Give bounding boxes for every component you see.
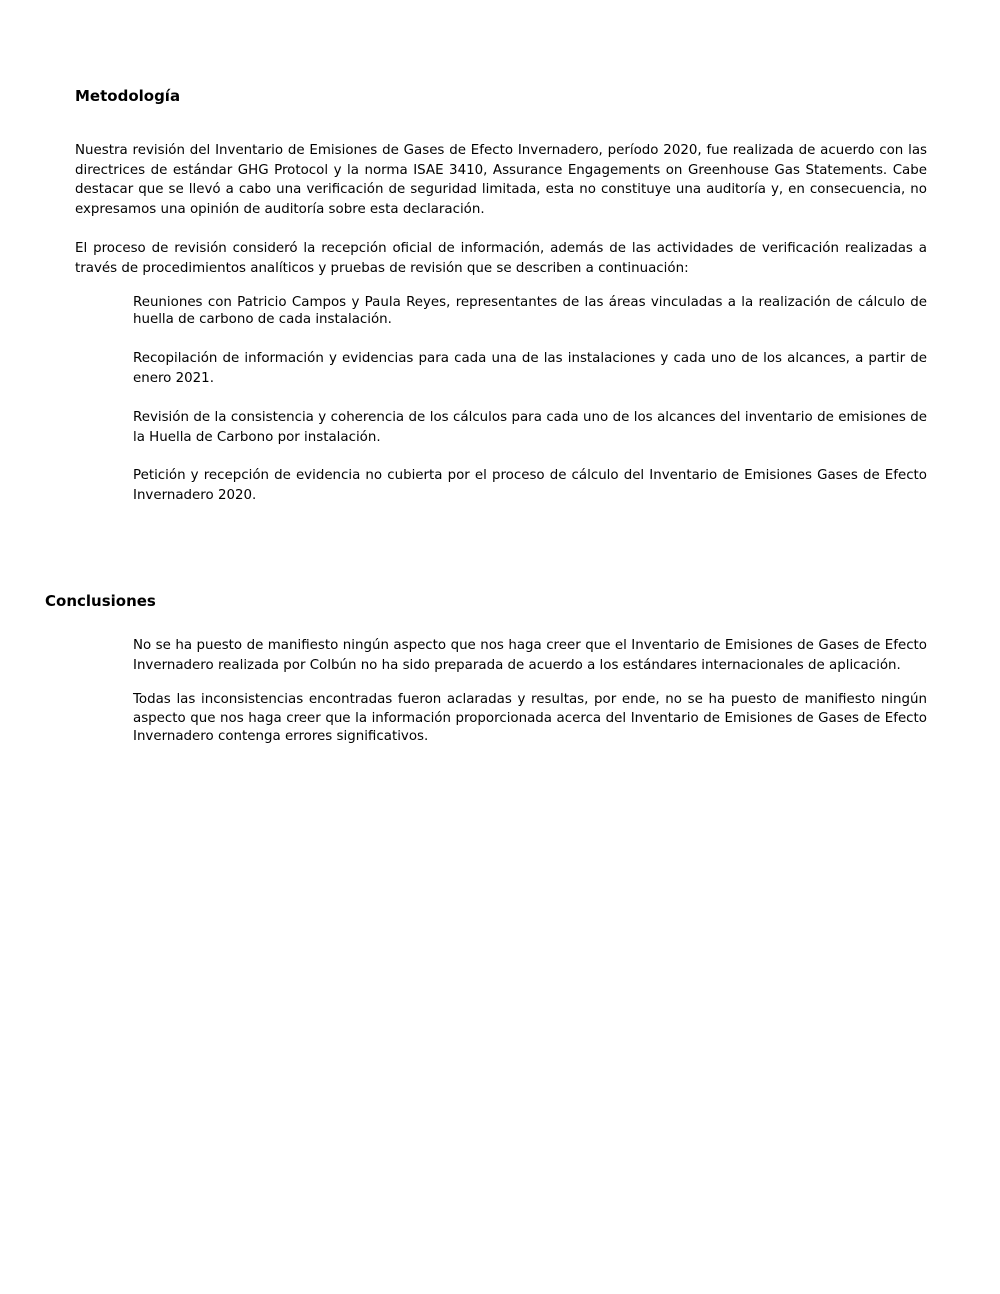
methodology-paragraph-2: El proceso de revisión consideró la recepción oficial de información, además de las actividades de verificación realizadas a través de procedimientos analíticos y pruebas de revisión que se describen a continuación: bbox=[75, 241, 927, 276]
bullet-text: Petición y recepción de evidencia no cubierta por el proceso de cálculo del Inventario de Emisiones Gases de Efecto Invernadero 2020. bbox=[133, 468, 927, 503]
section-heading-metodologia: Metodología bbox=[75, 87, 181, 105]
bullet-text: Recopilación de información y evidencias para cada una de las instalaciones y cada uno de los alcances, a partir de enero 2021. bbox=[133, 351, 927, 386]
bullet-text: Reuniones con Patricio Campos y Paula Reyes, representantes de las áreas vinculadas a la realización de cálculo de huella de carbono de cada instalación. bbox=[133, 295, 927, 327]
methodology-paragraph-1: Nuestra revisión del Inventario de Emisiones de Gases de Efecto Invernadero, período 2020, fue realizada de acuerdo con las directrices de estándar GHG Protocol y la norma ISAE 3410, Assurance Engagements on Greenhouse Gas Statements. Cabe destacar que se llevó a cabo una verificación de seguridad limitada, esta no constituye una auditoría y, en consecuencia, no expresamos una opinión de auditoría sobre esta declaración. bbox=[75, 143, 927, 217]
bullet-text: No se ha puesto de manifiesto ningún aspecto que nos haga creer que el Inventario de Emisiones de Gases de Efecto Invernadero realizada por Colbún no ha sido preparada de acuerdo a los estándares internacionales de aplicación. bbox=[133, 638, 927, 673]
bullet-text: Todas las inconsistencias encontradas fueron aclaradas y resultas, por ende, no se ha puesto de manifiesto ningún aspecto que nos haga creer que la información proporcionada acerca del Inventario de Emisiones de Gases de Efecto Invernadero contenga errores significativos. bbox=[133, 692, 927, 744]
bullet-text: Revisión de la consistencia y coherencia de los cálculos para cada uno de los alcances del inventario de emisiones de la Huella de Carbono por instalación. bbox=[133, 410, 927, 445]
section-heading-conclusiones: Conclusiones bbox=[45, 592, 156, 610]
